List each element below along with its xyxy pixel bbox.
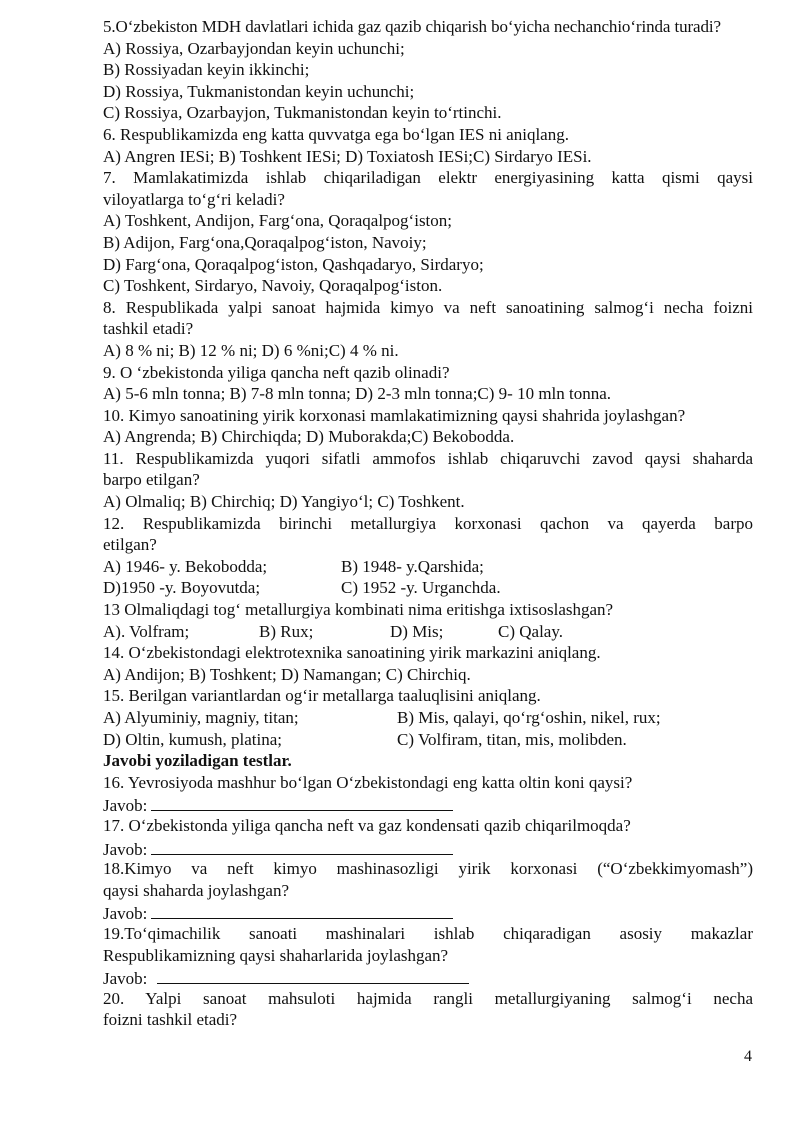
q13-option-a: A). Volfram; (103, 621, 190, 641)
q18-answer-line[interactable] (151, 901, 453, 919)
q11-options: A) Olmaliq; B) Chirchiq; D) Yangiyo‘l; C) Toshkent. (103, 492, 465, 512)
q18-answer-label: Javob: (103, 904, 148, 924)
q12-option-a: A) 1946- y. Bekobodda; (103, 556, 268, 576)
q5-option-a: A) Rossiya, Ozarbayjondan keyin uchunchi; (103, 38, 405, 58)
q15-option-b: B) Mis, qalayi, qo‘rg‘oshin, nikel, rux; (397, 708, 661, 727)
q7-option-c: C) Toshkent, Sirdaryo, Navoiy, Qoraqalpog‘iston. (103, 276, 443, 296)
q11-stem-line1: 11. Respublikamizda yuqori sifatli ammofos ishlab chiqaruvchi zavod qaysi shaharda (103, 448, 753, 468)
q7-stem-line2: viloyatlarga to‘g‘ri keladi? (103, 189, 285, 209)
q15-option-d: D) Oltin, kumush, platina; (103, 729, 282, 749)
q18-answer-row (103, 901, 753, 923)
q19-answer-line[interactable] (157, 966, 469, 984)
q13-option-c: C) Qalay. (498, 621, 563, 641)
q5-option-d: D) Rossiya, Tukmanistondan keyin uchunchi; (103, 81, 415, 101)
q14-stem: 14. O‘zbekistondagi elektrotexnika sanoatining yirik markazini aniqlang. (103, 643, 601, 663)
q12-options-row2 (103, 577, 753, 599)
q12-stem-line1: 12. Respublikamizda birinchi metallurgiya korxonasi qachon va qayerda barpo (103, 513, 753, 533)
q5-option-c: C) Rossiya, Ozarbayjon, Tukmanistondan keyin to‘rtinchi. (103, 103, 502, 123)
q19-stem-line1: 19.To‘qimachilik sanoati mashinalari ishlab chiqaradigan asosiy makazlar (103, 923, 753, 943)
q13-options (103, 621, 753, 643)
q14-options: A) Andijon; B) Toshkent; D) Namangan; C) Chirchiq. (103, 664, 471, 684)
q19-answer-row (103, 966, 753, 988)
q17-answer-line[interactable] (151, 837, 453, 855)
q19-answer-label: Javob: (103, 969, 148, 989)
q18-stem-line2: qaysi shaharda joylashgan? (103, 880, 289, 900)
q15-stem: 15. Berilgan variantlardan og‘ir metallarga taaluqlisini aniqlang. (103, 686, 541, 706)
q7-option-d: D) Farg‘ona, Qoraqalpog‘iston, Qashqadaryo, Sirdaryo; (103, 254, 484, 274)
q10-stem: 10. Kimyo sanoatining yirik korxonasi mamlakatimizning qaysi shahrida joylashgan? (103, 405, 686, 425)
q17-answer-label: Javob: (103, 839, 148, 859)
q19-stem-line2: Respublikamizning qaysi shaharlarida joylashgan? (103, 945, 449, 965)
q12-option-c: C) 1952 -y. Urganchda. (341, 578, 501, 598)
q8-stem-line2: tashkil etadi? (103, 319, 194, 339)
q10-options: A) Angrenda; B) Chirchiqda; D) Muborakda;C) Bekobodda. (103, 427, 515, 447)
q7-stem-line1: 7. Mamlakatimizda ishlab chiqariladigan elektr energiyasining katta qismi qaysi (103, 168, 753, 188)
q9-stem: 9. O ‘zbekistonda yiliga qancha neft qazib olinadi? (103, 362, 450, 382)
q12-option-d: D)1950 -y. Boyovutda; (103, 578, 261, 598)
q16-stem: 16. Yevrosiyoda mashhur bo‘lgan O‘zbekistondagi eng katta oltin koni qaysi? (103, 772, 633, 792)
q17-answer-row (103, 837, 753, 859)
q12-options-row1 (103, 556, 753, 578)
page-number: 4 (744, 1048, 752, 1065)
q8-stem-line1: 8. Respublikada yalpi sanoat hajmida kimyo va neft sanoatining salmog‘i necha foizni (103, 297, 753, 317)
q13-stem: 13 Olmaliqdagi tog‘ metallurgiya kombinati nima eritishga ixtisoslashgan? (103, 600, 614, 620)
q15-options-row1 (103, 707, 753, 729)
q5-stem: 5.O‘zbekiston MDH davlatlari ichida gaz qazib chiqarish bo‘yicha nechanchio‘rinda turadi? (103, 17, 721, 36)
q15-option-c: C) Volfiram, titan, mis, molibden. (397, 729, 627, 749)
q8-options: A) 8 % ni; B) 12 % ni; D) 6 %ni;C) 4 % ni. (103, 340, 399, 360)
q18-stem-line1: 18.Kimyo va neft kimyo mashinasozligi yirik korxonasi (“O‘zbekkimyomash”) (103, 859, 753, 879)
q15-option-a: A) Alyuminiy, magniy, titan; (103, 708, 299, 727)
section-title: Javobi yoziladigan testlar. (103, 751, 292, 771)
q16-answer-label: Javob: (103, 796, 148, 816)
q20-stem-line2: foizni tashkil etadi? (103, 1010, 238, 1030)
q16-answer-line[interactable] (151, 793, 453, 811)
q7-option-a: A) Toshkent, Andijon, Farg‘ona, Qoraqalpog‘iston; (103, 211, 453, 231)
q6-options: A) Angren IESi; B) Toshkent IESi; D) Toxiatosh IESi;C) Sirdaryo IESi. (103, 146, 592, 166)
q6-stem: 6. Respublikamizda eng katta quvvatga ega bo‘lgan IES ni aniqlang. (103, 124, 569, 144)
q5-option-b: B) Rossiyadan keyin ikkinchi; (103, 60, 310, 80)
test-page (103, 16, 753, 1031)
q15-options-row2 (103, 729, 753, 751)
q20-stem-line1: 20. Yalpi sanoat mahsuloti hajmida rangli metallurgiyaning salmog‘i necha (103, 988, 753, 1008)
q7-option-b: B) Adijon, Farg‘ona,Qoraqalpog‘iston, Navoiy; (103, 232, 427, 252)
q12-stem-line2: etilgan? (103, 535, 157, 555)
q17-stem: 17. O‘zbekistonda yiliga qancha neft va gaz kondensati qazib chiqarilmoqda? (103, 815, 631, 835)
q9-options: A) 5-6 mln tonna; B) 7-8 mln tonna; D) 2-3 mln tonna;C) 9- 10 mln tonna. (103, 384, 612, 404)
q13-option-d: D) Mis; (390, 621, 444, 641)
q16-answer-row (103, 793, 753, 815)
q12-option-b: B) 1948- y.Qarshida; (341, 556, 484, 576)
q13-option-b: B) Rux; (259, 621, 314, 641)
q11-stem-line2: barpo etilgan? (103, 470, 200, 490)
